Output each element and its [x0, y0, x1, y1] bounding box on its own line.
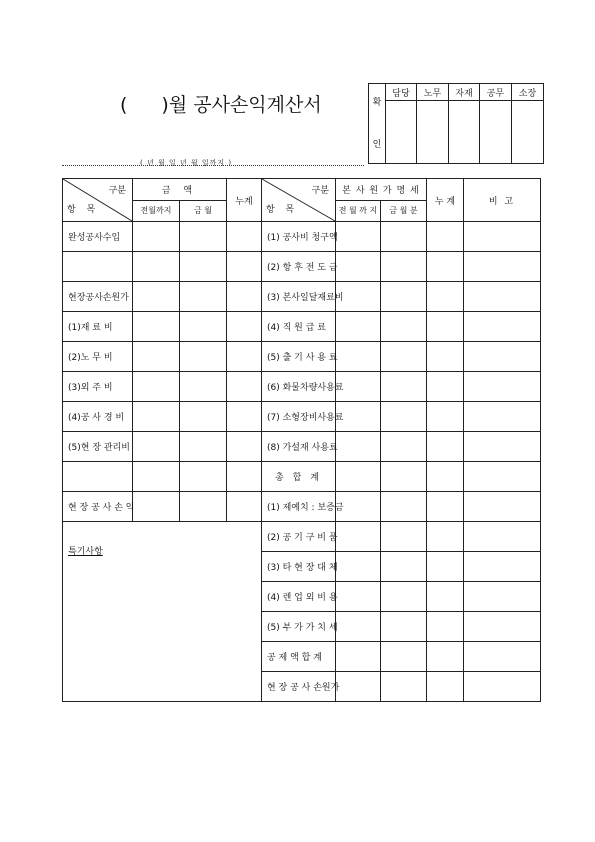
table-row [63, 522, 541, 552]
input-cell[interactable] [381, 372, 427, 402]
input-cell[interactable] [381, 342, 427, 372]
input-cell[interactable] [381, 642, 427, 672]
input-cell[interactable] [133, 312, 180, 342]
input-cell[interactable] [464, 222, 541, 252]
right-item: (7) 소형장비사용료 [262, 402, 336, 432]
input-cell[interactable] [427, 612, 464, 642]
special-notes-area[interactable] [63, 522, 262, 702]
input-cell[interactable] [336, 522, 381, 552]
left-header-item: 항 목 [67, 205, 100, 215]
input-cell[interactable] [427, 582, 464, 612]
input-cell[interactable] [427, 342, 464, 372]
input-cell[interactable] [381, 582, 427, 612]
input-cell[interactable] [227, 372, 262, 402]
input-cell[interactable] [464, 552, 541, 582]
input-cell[interactable] [180, 492, 227, 522]
input-cell[interactable] [381, 312, 427, 342]
input-cell[interactable] [427, 492, 464, 522]
right-item: (1) 공사비 청구액 [262, 222, 336, 252]
input-cell[interactable] [381, 462, 427, 492]
table-row [63, 432, 541, 462]
input-cell[interactable] [464, 612, 541, 642]
left-item: 완성공사수입 [63, 222, 133, 252]
right-item: (3) 본사일달재료비 [262, 282, 336, 312]
left-amount-group: 금 액 [133, 179, 227, 201]
input-cell[interactable] [427, 282, 464, 312]
approval-role-5: 소장 [512, 84, 544, 101]
left-item: (2)노 무 비 [63, 342, 133, 372]
input-cell[interactable] [133, 402, 180, 432]
input-cell[interactable] [180, 402, 227, 432]
input-cell[interactable] [227, 252, 262, 282]
right-item: (1) 제예치 : 보증금 [262, 492, 336, 522]
title-open-paren: ( [120, 94, 128, 116]
right-header-item: 항 목 [266, 205, 299, 215]
table-row [63, 222, 541, 252]
right-item: (8) 가설재 사용료 [262, 432, 336, 462]
remarks-header: 비 고 [464, 179, 541, 222]
right-header-cell [262, 179, 336, 222]
left-item: 현장공사손원가 [63, 282, 133, 312]
approval-sign-4[interactable] [480, 101, 512, 164]
approval-sign-1[interactable] [386, 101, 417, 164]
input-cell[interactable] [180, 462, 227, 492]
right-item: 공 제 액 합 계 [262, 642, 336, 672]
input-cell[interactable] [133, 282, 180, 312]
title-text: )월 공사손익계산서 [161, 94, 322, 116]
left-item: (5)현 장 관리비 [63, 432, 133, 462]
table-row [63, 252, 541, 282]
input-cell[interactable] [227, 402, 262, 432]
input-cell[interactable] [336, 612, 381, 642]
input-cell[interactable] [427, 462, 464, 492]
input-cell[interactable] [464, 522, 541, 552]
input-cell[interactable] [227, 342, 262, 372]
left-cumulative-header: 누계 [227, 179, 262, 222]
input-cell[interactable] [381, 492, 427, 522]
input-cell[interactable] [464, 312, 541, 342]
input-cell[interactable] [464, 402, 541, 432]
right-item: (4) 직 원 급 료 [262, 312, 336, 342]
input-cell[interactable] [464, 582, 541, 612]
input-cell[interactable] [133, 222, 180, 252]
table-row [63, 372, 541, 402]
input-cell[interactable] [427, 312, 464, 342]
input-cell[interactable] [336, 252, 381, 282]
input-cell[interactable] [427, 642, 464, 672]
input-cell[interactable] [336, 552, 381, 582]
input-cell[interactable] [381, 402, 427, 432]
table-row [63, 492, 541, 522]
input-cell[interactable] [427, 372, 464, 402]
input-cell[interactable] [427, 552, 464, 582]
input-cell[interactable] [381, 612, 427, 642]
cost-table [62, 178, 541, 702]
special-notes-label: 특기사항 [68, 547, 103, 557]
input-cell[interactable] [427, 432, 464, 462]
input-cell[interactable] [133, 462, 180, 492]
input-cell[interactable] [180, 312, 227, 342]
approval-sign-2[interactable] [417, 101, 449, 164]
input-cell[interactable] [336, 582, 381, 612]
approval-sign-3[interactable] [449, 101, 480, 164]
right-cumulative-header: 누 계 [427, 179, 464, 222]
right-item: (6) 화물차량사용료 [262, 372, 336, 402]
approval-role-2: 노무 [417, 84, 449, 101]
table-row [63, 342, 541, 372]
input-cell[interactable] [336, 462, 381, 492]
period-range: ( 년 월 일 년 월 일까지 ) [140, 159, 233, 167]
input-cell[interactable] [336, 432, 381, 462]
input-cell[interactable] [227, 222, 262, 252]
input-cell[interactable] [180, 372, 227, 402]
input-cell[interactable] [427, 222, 464, 252]
table-row [63, 402, 541, 432]
input-cell[interactable] [133, 252, 180, 282]
input-cell[interactable] [464, 462, 541, 492]
left-header-section: 구분 [108, 186, 126, 196]
input-cell[interactable] [381, 672, 427, 702]
input-cell[interactable] [336, 642, 381, 672]
approval-box [368, 83, 544, 164]
approval-role-1: 담당 [386, 84, 417, 101]
left-item: 현 장 공 사 손 익 [63, 492, 133, 522]
input-cell[interactable] [180, 252, 227, 282]
left-header-cell [63, 179, 133, 222]
left-item: (1)재 료 비 [63, 312, 133, 342]
input-cell[interactable] [464, 432, 541, 462]
table-row [63, 462, 541, 492]
input-cell[interactable] [180, 222, 227, 252]
approval-sign-5[interactable] [512, 101, 544, 164]
input-cell[interactable] [227, 432, 262, 462]
right-item: (2) 항 후 전 도 금 [262, 252, 336, 282]
table-row [63, 312, 541, 342]
input-cell[interactable] [464, 342, 541, 372]
left-item [63, 462, 133, 492]
input-cell[interactable] [381, 252, 427, 282]
input-cell[interactable] [381, 432, 427, 462]
input-cell[interactable] [227, 312, 262, 342]
right-item: (2) 공 기 구 비 품 [262, 522, 336, 552]
table-row [63, 282, 541, 312]
input-cell[interactable] [464, 252, 541, 282]
title-underline [62, 165, 364, 166]
input-cell[interactable] [336, 312, 381, 342]
input-cell[interactable] [336, 672, 381, 702]
input-cell[interactable] [133, 342, 180, 372]
input-cell[interactable] [180, 282, 227, 312]
input-cell[interactable] [133, 492, 180, 522]
input-cell[interactable] [464, 282, 541, 312]
right-item: (5) 부 가 가 치 세 [262, 612, 336, 642]
input-cell[interactable] [180, 432, 227, 462]
approval-role-3: 자재 [449, 84, 480, 101]
right-item: (4) 렌 업 외 비 용 [262, 582, 336, 612]
right-item: 현 장 공 사 손원가 [262, 672, 336, 702]
input-cell[interactable] [427, 672, 464, 702]
input-cell[interactable] [381, 282, 427, 312]
input-cell[interactable] [227, 492, 262, 522]
right-item: (5) 출 기 사 용 료 [262, 342, 336, 372]
input-cell[interactable] [381, 222, 427, 252]
input-cell[interactable] [336, 222, 381, 252]
left-prev-header: 전월까지 [133, 200, 180, 222]
approval-side-label [369, 84, 386, 164]
left-item [63, 252, 133, 282]
approval-side-text: 확 인 [372, 97, 382, 150]
input-cell[interactable] [464, 492, 541, 522]
right-prev-header: 전 월 까 지 [336, 200, 381, 222]
input-cell[interactable] [464, 372, 541, 402]
input-cell[interactable] [427, 402, 464, 432]
input-cell[interactable] [464, 672, 541, 702]
left-item: (3)외 주 비 [63, 372, 133, 402]
input-cell[interactable] [427, 522, 464, 552]
input-cell[interactable] [427, 252, 464, 282]
input-cell[interactable] [180, 342, 227, 372]
approval-role-4: 공무 [480, 84, 512, 101]
right-item: (3) 타 현 장 대 체 [262, 552, 336, 582]
right-cost-group: 본 사 원 가 명 세 [336, 179, 427, 201]
input-cell[interactable] [133, 432, 180, 462]
input-cell[interactable] [227, 282, 262, 312]
input-cell[interactable] [381, 552, 427, 582]
input-cell[interactable] [464, 642, 541, 672]
input-cell[interactable] [133, 372, 180, 402]
input-cell[interactable] [381, 522, 427, 552]
input-cell[interactable] [336, 342, 381, 372]
left-item: (4)공 사 경 비 [63, 402, 133, 432]
right-header-section: 구분 [311, 186, 329, 196]
right-total-label: 총 합 계 [262, 462, 336, 492]
input-cell[interactable] [227, 462, 262, 492]
right-current-header: 금 월 분 [381, 200, 427, 222]
left-current-header: 금 월 [180, 200, 227, 222]
document-title [120, 90, 322, 117]
